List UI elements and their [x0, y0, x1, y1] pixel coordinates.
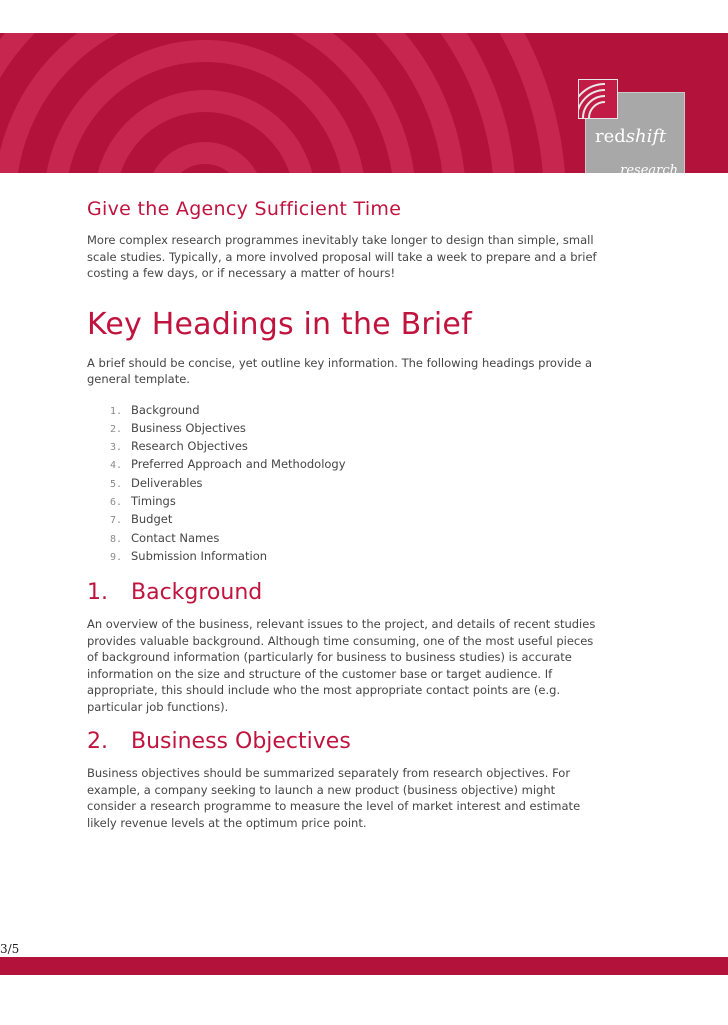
heading-agency-time: Give the Agency Sufficient Time — [87, 198, 402, 220]
heading-background: 1. Background — [87, 580, 263, 606]
paragraph-key-headings: A brief should be concise, yet outline key information. The following headings provide a general template. — [87, 355, 593, 386]
headings-list — [87, 402, 597, 567]
document-body — [87, 196, 597, 831]
list-item: 5. Deliverables — [110, 475, 203, 490]
list-item: 1. Background — [110, 402, 200, 417]
list-item: 7. Budget — [110, 512, 173, 527]
footer-bar — [0, 957, 728, 975]
list-item: 9. Submission Information — [110, 548, 268, 563]
list-item: 3. Research Objectives — [110, 439, 248, 454]
list-item: 8. Contact Names — [110, 530, 220, 545]
list-item: 6. Timings — [110, 493, 176, 508]
heading-business-objectives: 2. Business Objectives — [87, 729, 351, 755]
list-item: 4. Preferred Approach and Methodology — [110, 457, 346, 472]
header-banner — [0, 33, 728, 173]
paragraph-business-objectives: Business objectives should be summarized separately from research objectives. For example, a company seeking to launch a new product (business objective) might consider a research programme to measure the level of market interest and estimate likely revenue levels at the optimum price point. — [87, 766, 581, 830]
logo-subtitle: research — [620, 163, 678, 173]
paragraph-background: An overview of the business, relevant issues to the project, and details of recent studies provides valuable background. Although time consuming, one of the most useful pieces of background information (particularly for business to business studies) is accurate information on the size and structure of the customer base or target audience. If appropriate, this should include who the most appropriate contact points are (e.g. particular job functions). — [87, 617, 596, 714]
logo-wordmark: redshift — [595, 126, 667, 147]
list-item: 2. Business Objectives — [110, 420, 246, 435]
logo-mark-icon — [578, 79, 618, 119]
paragraph-agency-time: More complex research programmes inevitably take longer to design than simple, small scale studies. Typically, a more involved proposal will take a week to prepare and a brief costing a few days, or if necessary a matter of hours! — [87, 233, 597, 280]
heading-key-headings: Key Headings in the Brief — [87, 306, 472, 342]
page-number: 3/5 — [0, 942, 20, 956]
redshift-research-logo — [586, 93, 684, 173]
